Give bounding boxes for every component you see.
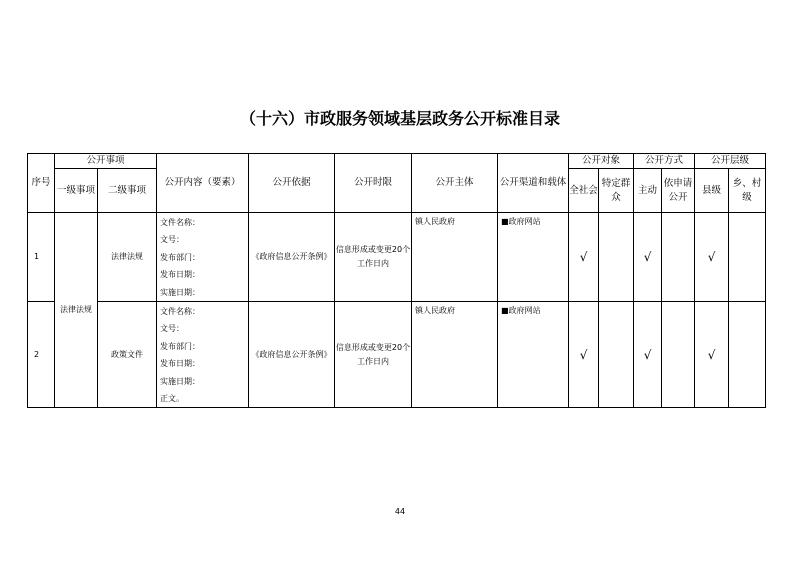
header-level2: 二级事项 <box>98 169 157 213</box>
header-timing: 公开时限 <box>335 154 412 213</box>
table-row <box>28 213 766 302</box>
header-target-all: 全社会 <box>569 169 599 213</box>
subject-cell: 镇人民政府 <box>412 213 498 302</box>
header-level1: 一级事项 <box>55 169 98 213</box>
header-method: 公开方式 <box>634 154 695 169</box>
target-all-check: √ <box>569 213 599 302</box>
header-channel: 公开渠道和载体 <box>498 154 569 213</box>
basis-cell: 《政府信息公开条例》 <box>249 213 335 302</box>
content-line: 文号： <box>160 324 185 334</box>
content-cell <box>157 213 249 302</box>
header-content: 公开内容（要素） <box>157 154 249 213</box>
header-method-active: 主动 <box>634 169 662 213</box>
level2-cell: 政策文件 <box>98 302 157 408</box>
content-line: 发布日期： <box>160 270 201 280</box>
method-active-check: √ <box>634 213 662 302</box>
header-level: 公开层级 <box>695 154 766 169</box>
header-basis: 公开依据 <box>249 154 335 213</box>
header-level-township: 乡、村级 <box>729 169 766 213</box>
row-seq: 1 <box>28 213 55 302</box>
target-specific-check <box>599 213 634 302</box>
level-county-check: √ <box>695 213 729 302</box>
level-township-check <box>729 213 766 302</box>
catalog-table <box>27 153 766 408</box>
level-township-check <box>729 302 766 408</box>
header-level-county: 县级 <box>695 169 729 213</box>
level-county-check: √ <box>695 302 729 408</box>
method-active-check: √ <box>634 302 662 408</box>
content-line: 发布日期： <box>160 359 201 369</box>
content-cell <box>157 302 249 408</box>
target-all-check: √ <box>569 302 599 408</box>
basis-cell: 《政府信息公开条例》 <box>249 302 335 408</box>
content-line: 发布部门： <box>160 341 201 351</box>
page-number: 44 <box>394 507 406 516</box>
header-matter: 公开事项 <box>55 154 157 169</box>
timing-cell: 信息形成或变更20个工作日内 <box>335 302 412 408</box>
header-subject: 公开主体 <box>412 154 498 213</box>
content-line: 发布部门： <box>160 252 201 262</box>
method-request-check <box>662 213 695 302</box>
channel-cell: ■政府网站 <box>498 213 569 302</box>
level1-cell: 法律法规 <box>55 213 98 408</box>
content-line: 正文。 <box>160 394 185 404</box>
header-seq: 序号 <box>28 154 55 213</box>
header-target: 公开对象 <box>569 154 634 169</box>
row-seq: 2 <box>28 302 55 408</box>
header-target-specific: 特定群众 <box>599 169 634 213</box>
content-line: 文号： <box>160 235 185 245</box>
method-request-check <box>662 302 695 408</box>
header-method-request: 依申请公开 <box>662 169 695 213</box>
content-line: 实施日期： <box>160 376 201 386</box>
level2-cell: 法律法规 <box>98 213 157 302</box>
table-row <box>28 302 766 408</box>
content-line: 实施日期： <box>160 287 201 297</box>
page-title: （十六）市政服务领域基层政务公开标准目录 <box>239 109 560 128</box>
target-specific-check <box>599 302 634 408</box>
timing-cell: 信息形成或变更20个工作日内 <box>335 213 412 302</box>
subject-cell: 镇人民政府 <box>412 302 498 408</box>
channel-cell: ■政府网站 <box>498 302 569 408</box>
content-line: 文件名称： <box>160 218 201 227</box>
header-row-1 <box>28 154 766 169</box>
content-line: 文件名称： <box>160 307 201 317</box>
